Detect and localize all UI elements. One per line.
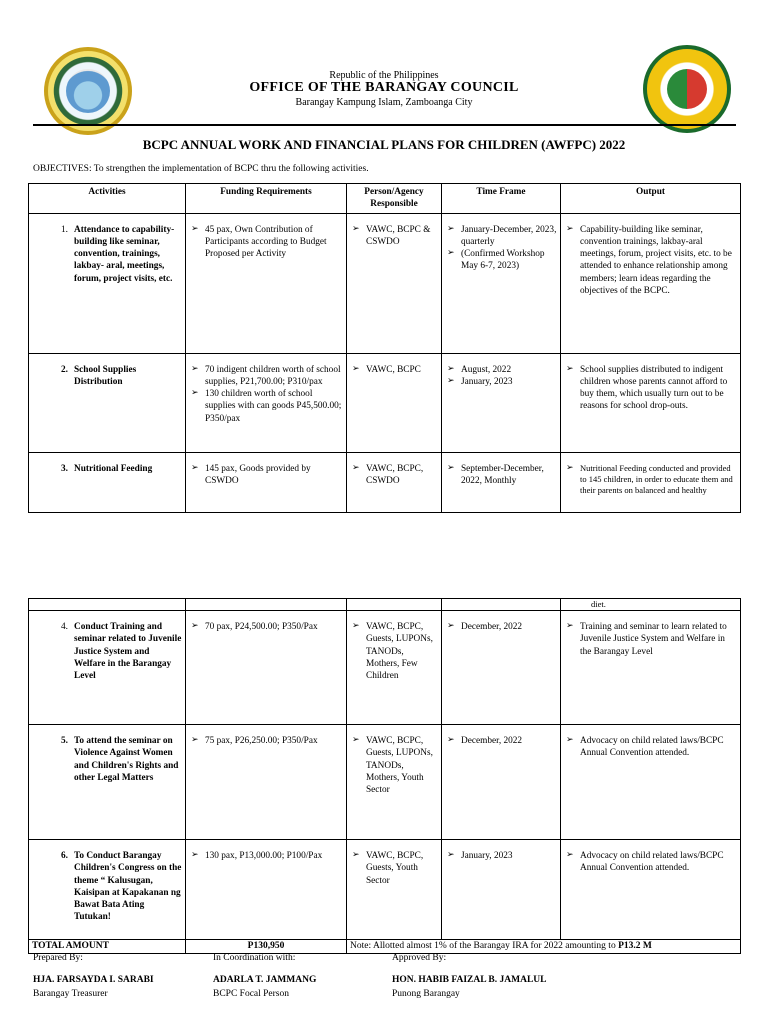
activity-text: Attendance to capability-building like seminar, convention, trainings, lakbay- aral, meetings, forum, project visits, etc. bbox=[74, 224, 175, 284]
table-row bbox=[29, 213, 741, 353]
table-row bbox=[29, 840, 741, 940]
column-header: Activities bbox=[29, 184, 186, 214]
responsible-item: ➢ VAWC, BCPC, Guests, Youth Sector bbox=[366, 850, 438, 887]
table-row bbox=[29, 725, 741, 840]
column-header: Person/Agency Responsible bbox=[347, 184, 442, 214]
row-number: 1. bbox=[61, 224, 68, 235]
funding-item: ➢ 145 pax, Goods provided by CSWDO bbox=[205, 463, 343, 488]
table-row bbox=[29, 452, 741, 512]
row-number: 4. bbox=[61, 622, 68, 633]
timeframe-item: ➢ January, 2023 bbox=[461, 850, 557, 862]
responsible-item: ➢ VAWC, BCPC, Guests, LUPONs, TANODs, Mothers, Few Children bbox=[366, 621, 438, 682]
punong-barangay-name: HON. HABIB FAIZAL B. JAMALUL bbox=[392, 975, 547, 985]
column-header: Funding Requirements bbox=[186, 184, 347, 214]
timeframe-item: ➢ (Confirmed Workshop May 6-7, 2023) bbox=[461, 248, 557, 273]
timeframe-item: ➢ January-December, 2023, quarterly bbox=[461, 224, 557, 249]
timeframe-item: ➢ September-December, 2022, Monthly bbox=[461, 463, 557, 488]
continuation-text: diet. bbox=[561, 599, 741, 611]
column-header: Output bbox=[561, 184, 741, 214]
total-label: TOTAL AMOUNT bbox=[29, 940, 186, 954]
timeframe-item: ➢ December, 2022 bbox=[461, 735, 557, 747]
activity-text: To attend the seminar on Violence Against Women and Children's Rights and other Legal Matters bbox=[74, 736, 179, 783]
focal-person-name: ADARLA T. JAMMANG bbox=[213, 975, 317, 985]
row-number: 2. bbox=[61, 364, 68, 375]
total-note-text: Note: Allotted almost 1% of the Barangay IRA for 2022 amounting to bbox=[350, 941, 616, 952]
output-item: ➢ Advocacy on child related laws/BCPC Annual Convention attended. bbox=[580, 850, 737, 875]
prepared-by-label: Prepared By: bbox=[33, 953, 83, 963]
objectives-text: OBJECTIVES: To strengthen the implementation of BCPC thru the following activities. bbox=[33, 164, 369, 174]
header-divider bbox=[33, 124, 736, 126]
output-item: ➢ Capability-building like seminar, convention trainings, lakbay-aral meetings, forum, project visits, etc. to be attended to enhance relationship among members; learn ideas regarding the objectives of the BCPC. bbox=[580, 224, 737, 298]
activity-text: School Supplies Distribution bbox=[74, 364, 137, 387]
activity-text: To Conduct Barangay Children's Congress on the theme “ Kalusugan, Kaisipan at Kapakanan ng Bawat Bata Ating Tutukan! bbox=[74, 851, 182, 923]
funding-item: ➢ 70 pax, P24,500.00; P350/Pax bbox=[205, 621, 343, 633]
row-number: 3. bbox=[61, 463, 68, 474]
funding-item: ➢ 45 pax, Own Contribution of Participants according to Budget Proposed per Activity bbox=[205, 224, 343, 261]
funding-item: ➢ 75 pax, P26,250.00; P350/Pax bbox=[205, 735, 343, 747]
plan-table-page1 bbox=[28, 183, 741, 513]
total-note-amount: P13.2 M bbox=[618, 941, 652, 952]
responsible-item: ➢ VAWC, BCPC, CSWDO bbox=[366, 463, 438, 488]
table-row bbox=[29, 611, 741, 725]
row-number: 6. bbox=[61, 851, 68, 862]
responsible-item: ➢ VAWC, BCPC bbox=[366, 364, 438, 376]
document-title: BCPC ANNUAL WORK AND FINANCIAL PLANS FOR CHILDREN (AWFPC) 2022 bbox=[142, 137, 626, 152]
punong-barangay-position: Punong Barangay bbox=[392, 989, 460, 999]
activity-text: Nutritional Feeding bbox=[74, 463, 153, 474]
plan-table-page2 bbox=[28, 598, 741, 954]
column-header: Time Frame bbox=[442, 184, 561, 214]
treasurer-position: Barangay Treasurer bbox=[33, 989, 108, 999]
treasurer-name: HJA. FARSAYDA I. SARABI bbox=[33, 975, 154, 985]
total-amount: P130,950 bbox=[186, 940, 347, 954]
coordination-label: In Coordination with: bbox=[213, 953, 296, 963]
output-item: ➢ Training and seminar to learn related to Juvenile Justice System and Welfare in the Barangay Level bbox=[580, 621, 737, 658]
row-number: 5. bbox=[61, 736, 68, 747]
focal-person-position: BCPC Focal Person bbox=[213, 989, 290, 999]
table-row bbox=[29, 353, 741, 452]
output-item: ➢ School supplies distributed to indigent children whose parents cannot afford to buy them, which usually turn out to be reasons for school drop-outs. bbox=[580, 364, 737, 413]
republic-line: Republic of the Philippines bbox=[329, 70, 439, 81]
responsible-item: ➢ VAWC, BCPC, Guests, LUPONs, TANODs, Mothers, Youth Sector bbox=[366, 735, 438, 796]
funding-item: ➢ 130 pax, P13,000.00; P100/Pax bbox=[205, 850, 343, 862]
output-item: ➢ Nutritional Feeding conducted and provided to 145 children, in order to educate them and their parents on balanced and healthy bbox=[580, 463, 737, 496]
barangay-address: Barangay Kampung Islam, Zamboanga City bbox=[295, 97, 473, 108]
timeframe-item: ➢ August, 2022 bbox=[461, 364, 557, 376]
responsible-item: ➢ VAWC, BCPC & CSWDO bbox=[366, 224, 438, 249]
total-row bbox=[29, 940, 741, 954]
output-item: ➢ Advocacy on child related laws/BCPC Annual Convention attended. bbox=[580, 735, 737, 760]
total-note bbox=[347, 940, 741, 954]
table-header-row bbox=[29, 184, 741, 214]
office-title: OFFICE OF THE BARANGAY COUNCIL bbox=[249, 80, 519, 95]
funding-item: ➢ 70 indigent children worth of school supplies, P21,700.00; P310/pax bbox=[205, 364, 343, 389]
continuation-row bbox=[29, 599, 741, 611]
approved-by-label: Approved By: bbox=[392, 953, 447, 963]
timeframe-item: ➢ January, 2023 bbox=[461, 376, 557, 388]
activity-text: Conduct Training and seminar related to Juvenile Justice System and Welfare in the Barangay Level bbox=[74, 622, 182, 682]
funding-item: ➢ 130 children worth of school supplies with can goods P45,500.00; P350/pax bbox=[205, 388, 343, 425]
timeframe-item: ➢ December, 2022 bbox=[461, 621, 557, 633]
